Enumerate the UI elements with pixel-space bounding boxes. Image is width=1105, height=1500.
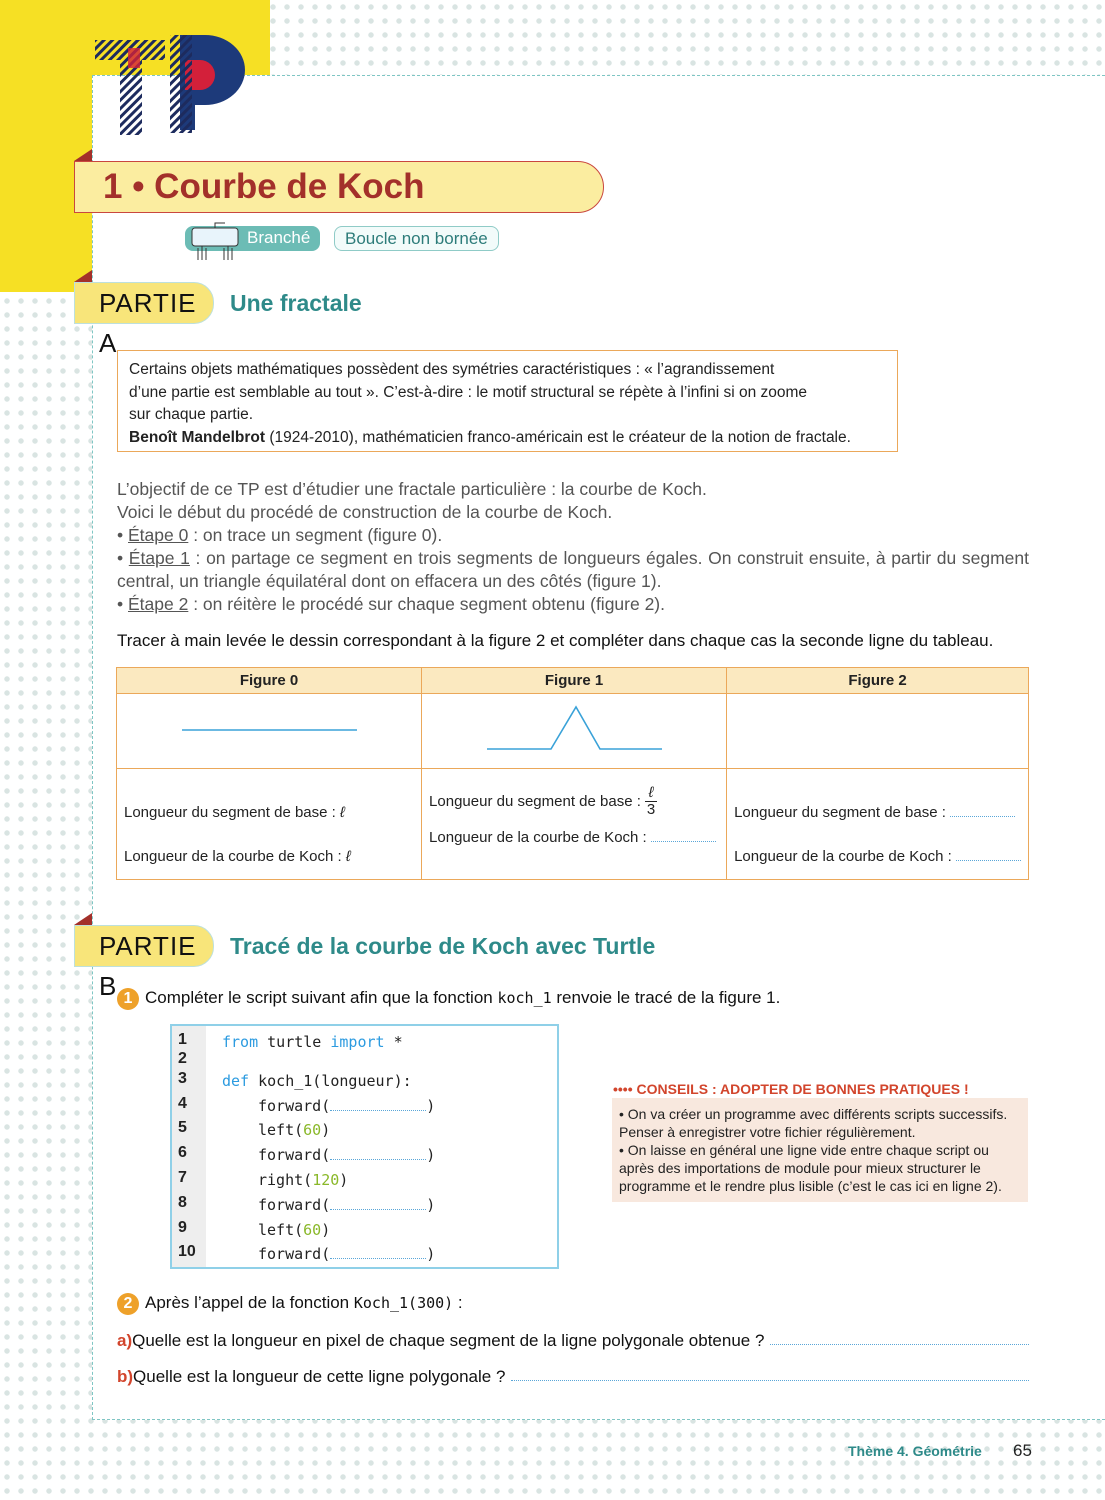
- base-label: Longueur du segment de base :: [734, 804, 946, 821]
- code: ): [321, 1121, 331, 1139]
- badge-branche: Branché: [185, 226, 320, 251]
- line-number: 4: [178, 1095, 187, 1112]
- conseils-box: [612, 1098, 1028, 1202]
- intro-line: (1924-2010), mathématicien franco-américain est le créateur de la notion de fractale.: [265, 428, 851, 446]
- line-number: 2: [178, 1050, 187, 1067]
- koch-label: Longueur de la courbe de Koch :: [734, 848, 952, 865]
- q-text: Quelle est la longueur de cette ligne polygonale ?: [133, 1367, 506, 1386]
- intro-bold: Benoît Mandelbrot: [129, 428, 266, 446]
- blank-field[interactable]: [330, 1146, 426, 1160]
- line-number: 3: [178, 1070, 187, 1087]
- footer-theme: Thème 4. Géométrie: [848, 1443, 982, 1459]
- intro-line: d’une partie est semblable au tout ». C’est-à-dire : le motif structural se répète à l’infini si on zoome: [129, 383, 808, 401]
- fraction-l-over-3: [645, 785, 657, 818]
- step-1-link: Étape 1: [128, 548, 190, 568]
- line-number: 9: [178, 1219, 187, 1236]
- code-inline: Koch_1(300): [353, 1294, 454, 1312]
- line-number: 8: [178, 1194, 187, 1211]
- figure-1-drawing: [429, 694, 719, 764]
- objective-text: L’objectif de ce TP est d’étudier une fractale particulière : la courbe de Koch. Voici le début du procédé de construction de la courbe de Koch. • Étape 0 : on trace un segment (figure 0). • Étape 1 : on partage ce segment en trois segments de longueurs égales. On construit ensuite, à partir du segment central, un triangle équilatéral dont on effacera un des côtés (figure 1). • Étape 2 : on réitère le procédé sur chaque segment obtenu (figure 2).: [117, 479, 1029, 614]
- q-text: Quelle est la longueur en pixel de chaque segment de la ligne polygonale obtenue ?: [132, 1331, 765, 1350]
- blank-field[interactable]: [330, 1245, 426, 1259]
- num: 120: [312, 1171, 340, 1189]
- title-flag: [74, 149, 92, 161]
- intro-box: [117, 350, 898, 452]
- conseils-title: •••• CONSEILS : ADOPTER DE BONNES PRATIQUES !: [613, 1081, 969, 1097]
- code-inline: koch_1: [497, 989, 552, 1007]
- partie-a-label: PARTIE A: [74, 282, 214, 324]
- number-badge: 1: [117, 988, 139, 1010]
- code: *: [384, 1033, 403, 1051]
- code: ): [426, 1245, 436, 1263]
- code: ): [339, 1171, 349, 1189]
- answer-a-field[interactable]: [770, 1331, 1029, 1345]
- base-label: Longueur du segment de base :: [124, 804, 336, 821]
- base-answer-field[interactable]: [950, 807, 1015, 817]
- code-block: [170, 1024, 559, 1269]
- q-text: renvoie le tracé de la figure 1.: [551, 988, 781, 1007]
- q-text: Compléter le script suivant afin que la fonction: [145, 988, 498, 1007]
- header-figure-2: Figure 2: [727, 668, 1029, 694]
- line-number: 7: [178, 1169, 187, 1186]
- partie-b-label: PARTIE B: [74, 925, 214, 967]
- step-0-link: Étape 0: [128, 525, 189, 545]
- koch-value: ℓ: [345, 848, 351, 865]
- figures-table: [116, 667, 1029, 880]
- code: turtle: [258, 1033, 331, 1051]
- q-label: a): [117, 1331, 133, 1350]
- partie-flag: [74, 270, 92, 282]
- numerator: ℓ: [648, 783, 654, 801]
- code: ): [426, 1097, 436, 1115]
- question-2: [117, 1293, 463, 1315]
- num: 60: [303, 1121, 322, 1139]
- code: forward(: [258, 1196, 331, 1214]
- instruction: Tracer à main levée le dessin correspondant à la figure 2 et compléter dans chaque cas la seconde ligne du tableau.: [117, 631, 994, 650]
- blank-field[interactable]: [330, 1196, 426, 1210]
- kw: from: [222, 1033, 259, 1051]
- num: 60: [303, 1221, 322, 1239]
- figure-0-drawing: [124, 694, 414, 764]
- kw: import: [330, 1033, 385, 1051]
- code: right(: [258, 1171, 313, 1189]
- header-figure-0: Figure 0: [117, 668, 422, 694]
- code: ): [321, 1221, 331, 1239]
- q-label: b): [117, 1367, 134, 1386]
- code: ): [426, 1196, 436, 1214]
- page-title: 1 • Courbe de Koch: [74, 161, 604, 213]
- answer-b-field[interactable]: [511, 1367, 1029, 1381]
- conseil-item: • On va créer un programme avec différents scripts successifs. Penser à enregistrer votre fichier régulièrement.: [619, 1106, 1008, 1140]
- intro-line: Certains objets mathématiques possèdent des symétries caractéristiques : « l’agrandissement: [129, 361, 775, 378]
- code: left(: [258, 1121, 304, 1139]
- kw: def: [222, 1072, 250, 1090]
- denominator: 3: [646, 800, 656, 818]
- question-2a: [117, 1331, 1029, 1351]
- step-text: : on réitère le procédé sur chaque segment obtenu (figure 2).: [188, 594, 665, 614]
- koch-label: Longueur de la courbe de Koch :: [124, 848, 342, 865]
- para-line: L’objectif de ce TP est d’étudier une fractale particulière : la courbe de Koch.: [117, 479, 707, 499]
- koch-answer-field[interactable]: [651, 832, 716, 842]
- code: forward(: [258, 1097, 331, 1115]
- page-number: 65: [1013, 1441, 1032, 1460]
- question-1: [117, 988, 780, 1010]
- step-text: : on trace un segment (figure 0).: [188, 525, 443, 545]
- line-number: 5: [178, 1119, 187, 1136]
- tp-logo: [95, 30, 255, 140]
- figure-2-area[interactable]: [727, 694, 1029, 769]
- para-line: Voici le début du procédé de construction de la courbe de Koch.: [117, 502, 613, 522]
- conseil-item: • On laisse en général une ligne vide entre chaque script ou après des importations de module pour mieux structurer le programme et le rendre plus lisible (c’est le cas ici en ligne 2).: [619, 1142, 1002, 1194]
- number-badge: 2: [117, 1293, 139, 1315]
- code: forward(: [258, 1245, 331, 1263]
- blank-field[interactable]: [330, 1097, 426, 1111]
- question-2b: [117, 1367, 1029, 1387]
- line-number: 10: [178, 1243, 196, 1260]
- code: forward(: [258, 1146, 331, 1164]
- code: ): [426, 1146, 436, 1164]
- base-label: Longueur du segment de base :: [429, 792, 641, 810]
- koch-label: Longueur de la courbe de Koch :: [429, 829, 647, 846]
- q-text: :: [453, 1293, 463, 1312]
- header-figure-1: Figure 1: [422, 668, 727, 694]
- intro-line: sur chaque partie.: [129, 406, 254, 423]
- badge-boucle: Boucle non bornée: [334, 226, 499, 251]
- base-value: ℓ: [340, 804, 345, 821]
- partie-flag: [74, 913, 92, 925]
- partie-a-title: Une fractale: [230, 290, 362, 316]
- code: left(: [258, 1221, 304, 1239]
- step-text: : on partage ce segment en trois segments de longueurs égales. On construit ensuite, à partir du segment central, un triangle équilatéral dont on effacera un des côtés (figure 1).: [117, 548, 1029, 591]
- line-number: 1: [178, 1031, 187, 1048]
- q-text: Après l’appel de la fonction: [145, 1293, 354, 1312]
- code: koch_1(longueur):: [249, 1072, 412, 1090]
- step-2-link: Étape 2: [128, 594, 189, 614]
- keyboard-hands-icon: [190, 220, 240, 262]
- line-number: 6: [178, 1144, 187, 1161]
- partie-b-title: Tracé de la courbe de Koch avec Turtle: [230, 933, 656, 959]
- koch-answer-field[interactable]: [956, 851, 1021, 861]
